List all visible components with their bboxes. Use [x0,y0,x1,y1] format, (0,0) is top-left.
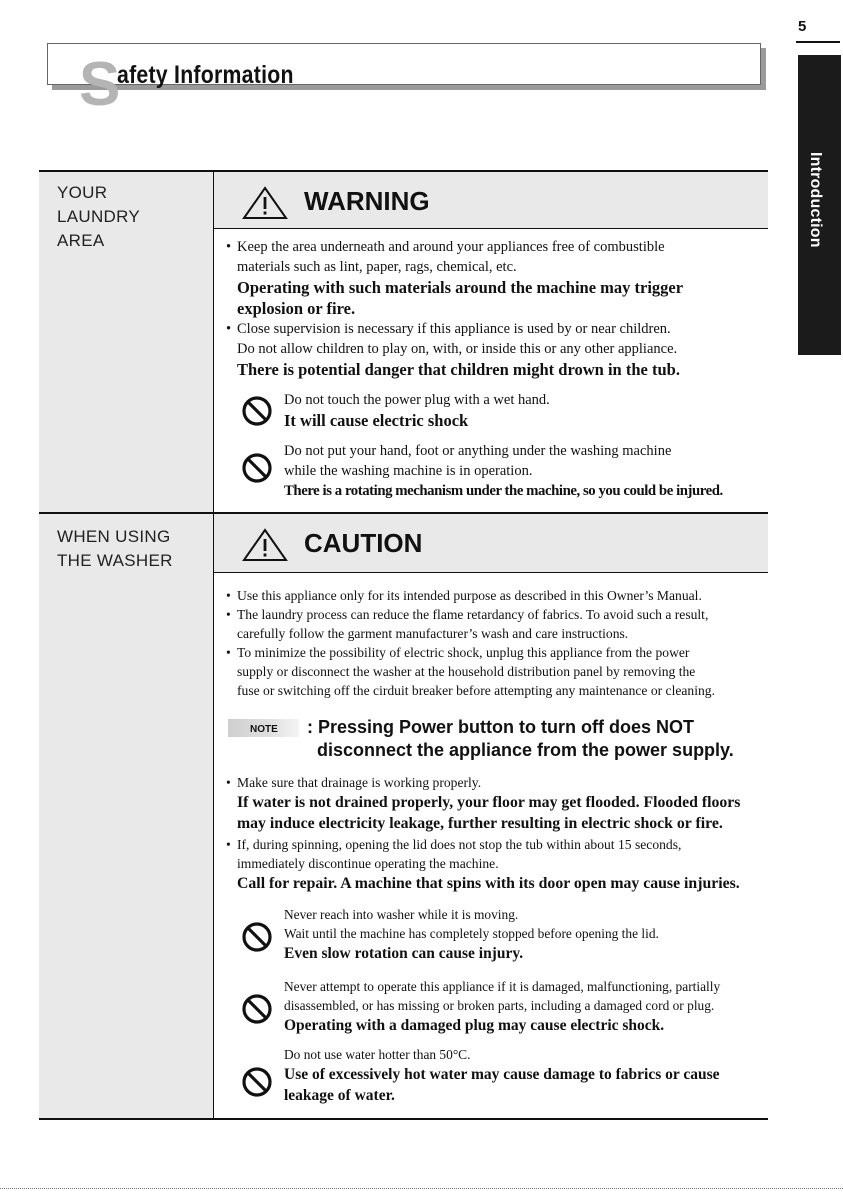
note-badge [228,719,299,737]
warning-bullet-list [226,238,766,378]
bullet-warning-text: may induce electricity leakage, further resulting in electric shock or fire. [237,815,723,832]
page-number: 5 [798,18,807,35]
prohibition-item [284,442,768,502]
bullet-warning-text: There is potential danger that children might drown in the tub. [237,360,680,379]
section-label-line: AREA [57,231,105,250]
caution-bullet-list-2 [226,773,766,898]
bullet-text: supply or disconnect the washer at the household distribution panel by removing the [237,664,696,679]
prohibition-text: Do not put your hand, foot or anything under the washing machine [284,443,672,459]
section-tab-label: Introduction [807,152,824,248]
prohibition-warning-text: Use of excessively hot water may cause damage to fabrics or cause [284,1066,720,1083]
caution-triangle-icon [242,528,288,562]
prohibition-warning-text: Even slow rotation can cause injury. [284,945,524,962]
page-title: afety Information [117,61,294,89]
note-line: disconnect the appliance from the power supply. [317,740,734,760]
section-label-laundry-area [57,181,140,253]
bullet-text: materials such as lint, paper, rags, chemical, etc. [237,259,517,275]
bullet-text: Do not allow children to play on, with, or inside this or any other appliance. [237,341,678,357]
table-bottom-rule [39,1118,768,1120]
bullet-glyph: • [226,588,231,603]
note-badge-label: NOTE [250,724,278,735]
prohibition-item [284,391,768,433]
prohibited-icon [241,921,273,953]
bullet-text: Keep the area underneath and around your appliances free of combustible [237,239,665,255]
caution-heading: CAUTION [304,528,423,558]
section-label-line: LAUNDRY [57,207,141,226]
bullet-warning-text: explosion or fire. [237,299,356,318]
bullet-text: Make sure that drainage is working properly. [237,775,482,790]
prohibition-item [284,1045,768,1107]
bullet-glyph: • [226,645,231,660]
section-label-line: THE WASHER [57,551,173,570]
bullet-glyph: • [226,607,231,622]
prohibited-icon [241,1066,273,1098]
prohibited-icon [241,395,273,427]
caution-banner [214,514,768,573]
bullet-text: carefully follow the garment manufacturer’s wash and care instructions. [237,626,629,641]
prohibition-text: while the washing machine is in operation. [284,463,533,479]
note-line: : Pressing Power button to turn off does NOT [307,717,694,737]
bullet-text: fuse or switching off the cirduit breaker before attempting any maintenance or cleaning. [237,683,715,698]
warning-triangle-icon [242,186,288,220]
title-initial: S [79,50,121,119]
prohibition-text: Never attempt to operate this appliance if it is damaged, malfunctioning, partially [284,979,721,994]
prohibition-text: Do not use water hotter than 50°C. [284,1047,471,1062]
prohibition-text: Wait until the machine has completely stopped before opening the lid. [284,926,659,941]
caution-bullet-list [226,586,766,706]
prohibited-icon [241,993,273,1025]
bullet-text: If, during spinning, opening the lid does not stop the tub within about 15 seconds, [237,837,682,852]
section-label-using-washer [57,525,173,573]
bottom-edge [0,1188,843,1192]
bullet-glyph: • [226,239,232,255]
bullet-glyph: • [226,775,231,790]
prohibition-item [284,977,768,1037]
prohibition-warning-text: Operating with a damaged plug may cause electric shock. [284,1017,665,1034]
section-label-line: WHEN USING [57,527,171,546]
bullet-warning-text: Operating with such materials around the machine may trigger [237,278,684,297]
bullet-warning-text: Call for repair. A machine that spins with its door open may cause injuries. [237,875,740,892]
bullet-text: To minimize the possibility of electric shock, unplug this appliance from the power [237,645,690,660]
prohibition-text: Do not touch the power plug with a wet hand. [284,392,550,408]
bullet-text: Close supervision is necessary if this appliance is used by or near children. [237,321,671,337]
page-number-rule [796,41,840,43]
bullet-text: immediately discontinue operating the machine. [237,856,499,871]
warning-heading: WARNING [304,186,430,216]
warning-banner [214,172,768,229]
bullet-text: The laundry process can reduce the flame retardancy of fabrics. To avoid such a result, [237,607,709,622]
prohibited-icon [241,452,273,484]
prohibition-item [284,905,768,965]
prohibition-warning-text: There is a rotating mechanism under the machine, so you could be injured. [284,483,723,499]
bullet-glyph: • [226,837,231,852]
section-label-line: YOUR [57,183,108,202]
bullet-text: Use this appliance only for its intended purpose as described in this Owner’s Manual. [237,588,702,603]
prohibition-warning-text: It will cause electric shock [284,411,469,430]
column-divider [213,172,214,1118]
prohibition-text: Never reach into washer while it is moving. [284,907,519,922]
prohibition-warning-text: leakage of water. [284,1087,395,1104]
bullet-glyph: • [226,321,232,337]
label-column [39,172,213,1118]
prohibition-text: disassembled, or has missing or broken parts, including a damaged cord or plug. [284,998,715,1013]
bullet-warning-text: If water is not drained properly, your floor may get flooded. Flooded floors [237,794,741,811]
section-tab [798,55,841,355]
